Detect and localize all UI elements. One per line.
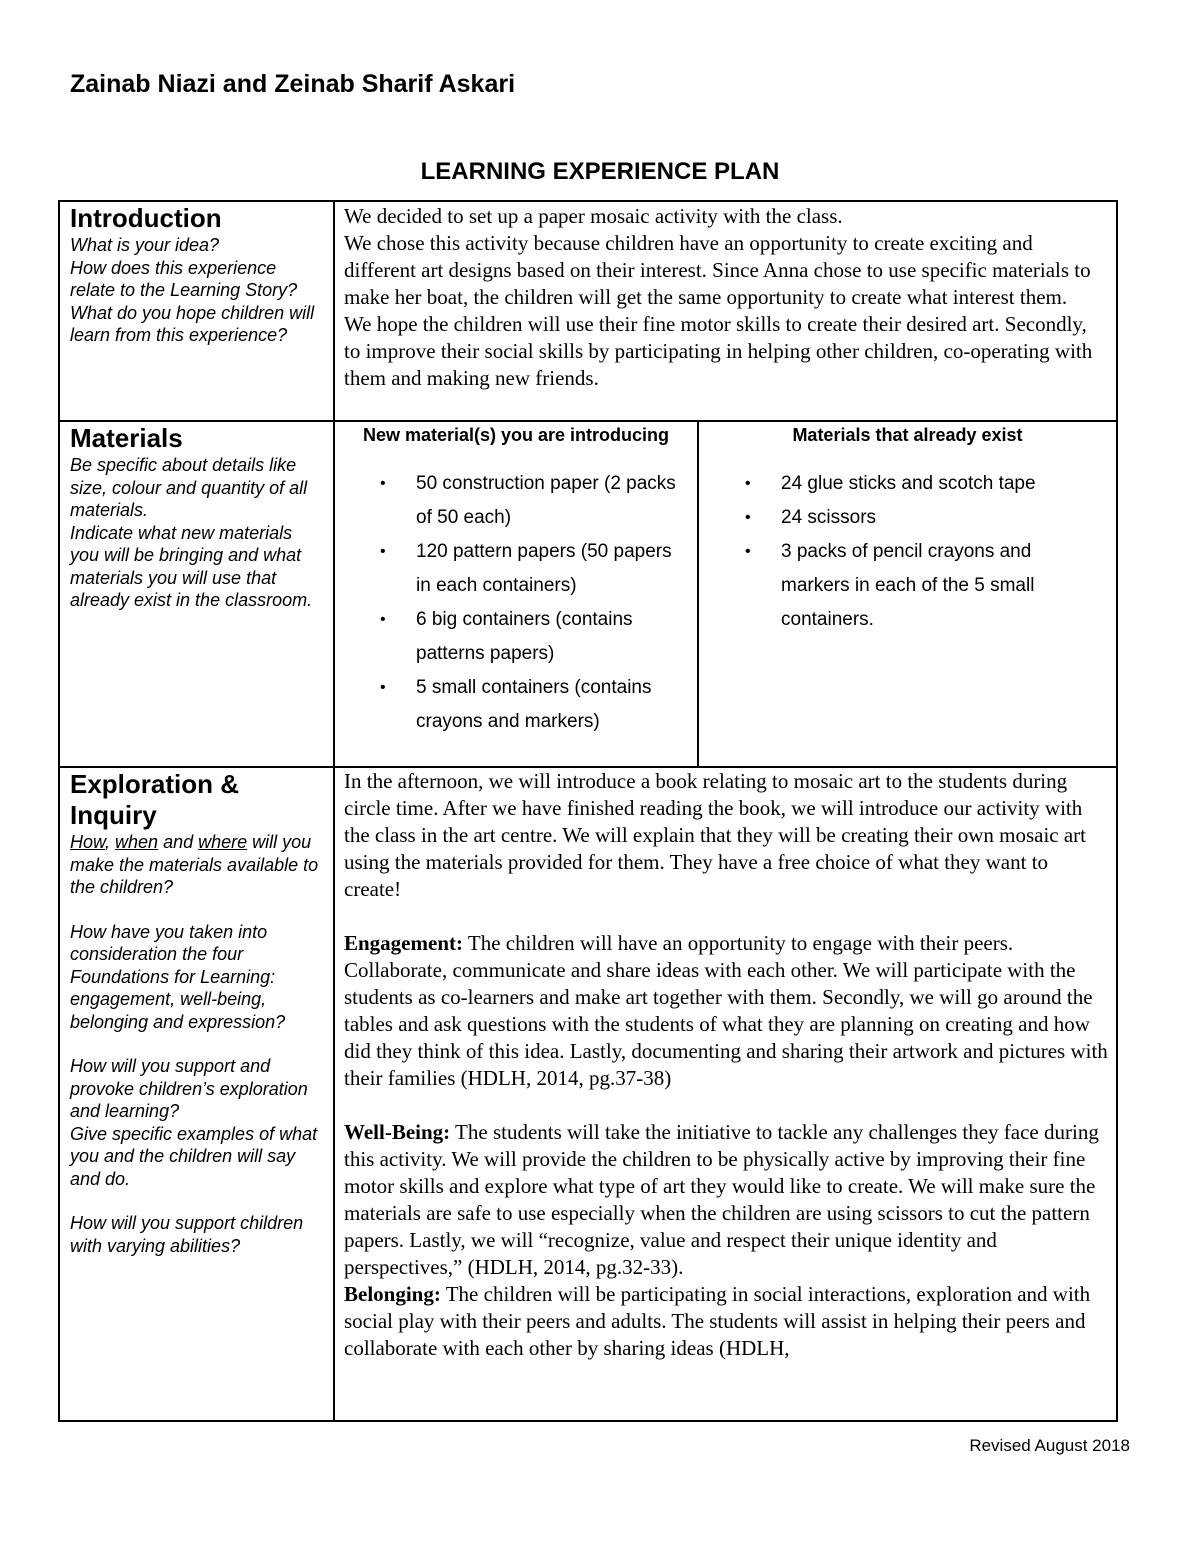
introduction-paragraph: We hope the children will use their fine motor skills to create their desired art. Secondly, to improve their social skills by participating in helping other children, co-operating with them and making new friends. [344,312,1093,390]
belonging-text: The children will be participating in social interactions, exploration and with social play with their peers and adults. The students will assist in helping their peers and collaborate with each other by sharing ideas (HDLH, [344,1282,1091,1360]
exploration-heading [70,769,325,831]
prompt-how: How [70,832,106,852]
bullet-icon: • [380,475,386,492]
engagement-paragraph [344,930,1108,1092]
wellbeing-text: The students will take the initiative to tackle any challenges they face during this activity. We will provide the children to be physically active by improving their fine motor skills and explore what type of art they would like to create. We will make sure the materials are safe to use especially when the children are using scissors to cut the pattern papers. Lastly, we will “recognize, value and respect their unique identity and perspectives,” (HDLH, 2014, pg.32-33). [344,1120,1099,1279]
bullet-icon: • [380,679,386,696]
row-divider-introduction [58,420,1118,422]
introduction-heading: Introduction [70,203,222,233]
bullet-icon: • [745,543,751,560]
prompt-text: and [158,832,199,852]
bullet-icon: • [745,475,751,492]
existing-materials-heading: Materials that already exist [792,425,1023,445]
exploration-prompt-cell [70,769,325,1257]
prompt-text: , [105,832,116,852]
engagement-label: Engagement: [344,931,463,955]
materials-column-divider [697,420,699,768]
existing-material-item: 24 glue sticks and scotch tape [781,473,1036,494]
list-item [380,603,690,671]
list-item [745,535,1065,637]
wellbeing-label: Well-Being: [344,1120,451,1144]
page-title: LEARNING EXPERIENCE PLAN [420,158,780,185]
bullet-icon: • [380,543,386,560]
prompt-text: will you make the materials available to the children? [70,832,319,897]
introduction-paragraph: We chose this activity because children have an opportunity to create exciting and different art designs based on their interest. Since Anna chose to use specific materials to make her boat, the children will get the same opportunity to create what interest them. [344,231,1091,309]
exploration-prompt: How will you support children with varying abilities? [70,1213,304,1256]
exploration-prompt: How will you support and provoke children’s exploration and learning? [70,1056,308,1121]
new-material-item: 50 construction paper (2 packs of 50 each) [416,473,676,528]
introduction-prompt-cell [70,203,325,347]
materials-prompt: Indicate what new materials you will be bringing and what materials you will use that already exist in the classroom. [70,522,313,610]
exploration-prompt: How have you taken into consideration the four Foundations for Learning: engagement, well-being, belonging and expression? [70,921,286,1032]
column-divider [333,200,335,1422]
new-materials-heading: New material(s) you are introducing [362,425,670,445]
new-material-item: 5 small containers (contains crayons and markers) [416,677,652,732]
existing-materials-list [745,467,1065,637]
new-material-item: 6 big containers (contains patterns papers) [416,609,633,664]
new-material-item: 120 pattern papers (50 papers in each containers) [416,541,672,596]
engagement-text: The children will have an opportunity to engage with their peers. Collaborate, communicate and share ideas with each other. We will participate with the students as co-learners and make art together with them. Secondly, we will go around the tables and ask questions with the students of what they are planning on creating and how did they think of this idea. Lastly, documenting and sharing their artwork and pictures with their families (HDLH, 2014, pg.37-38) [344,931,1108,1090]
introduction-paragraph: We decided to set up a paper mosaic activity with the class. [344,204,843,228]
materials-prompt-cell [70,423,325,612]
list-item [745,501,1065,535]
list-item [380,671,690,739]
introduction-prompt: How does this experience relate to the Learning Story? [70,257,298,300]
bullet-icon: • [380,611,386,628]
document-authors: Zainab Niazi and Zeinab Sharif Askari [70,70,516,98]
list-item [745,467,1065,501]
revision-note: Revised August 2018 [969,1436,1130,1455]
prompt-where: where [198,832,248,852]
wellbeing-paragraph [344,1119,1108,1281]
exploration-response [344,768,1108,1362]
existing-material-item: 3 packs of pencil crayons and markers in each of the 5 small containers. [781,541,1035,630]
bullet-icon: • [745,509,751,526]
exploration-heading-line: Exploration & [70,769,240,799]
list-item [380,467,690,535]
materials-prompt: Be specific about details like size, colour and quantity of all materials. [70,455,308,520]
exploration-intro: In the afternoon, we will introduce a book relating to mosaic art to the students during circle time. After we have finished reading the book, we will introduce our activity with the class in the art centre. We will explain that they will be creating their own mosaic art using the materials provided for them. They have a free choice of what they want to create! [344,769,1087,901]
introduction-prompt: What do you hope children will learn from this experience? [70,302,315,345]
new-materials-list [380,467,690,739]
introduction-response [344,203,1108,392]
belonging-label: Belonging: [344,1282,441,1306]
introduction-prompt: What is your idea? [70,235,220,255]
exploration-prompt: Give specific examples of what you and the children will say and do. [70,1123,318,1189]
exploration-heading-line: Inquiry [70,800,157,830]
existing-material-item: 24 scissors [781,507,877,528]
materials-heading: Materials [70,423,183,453]
prompt-when: when [115,832,159,852]
list-item [380,535,690,603]
belonging-paragraph [344,1281,1108,1362]
exploration-prompt [70,831,325,899]
